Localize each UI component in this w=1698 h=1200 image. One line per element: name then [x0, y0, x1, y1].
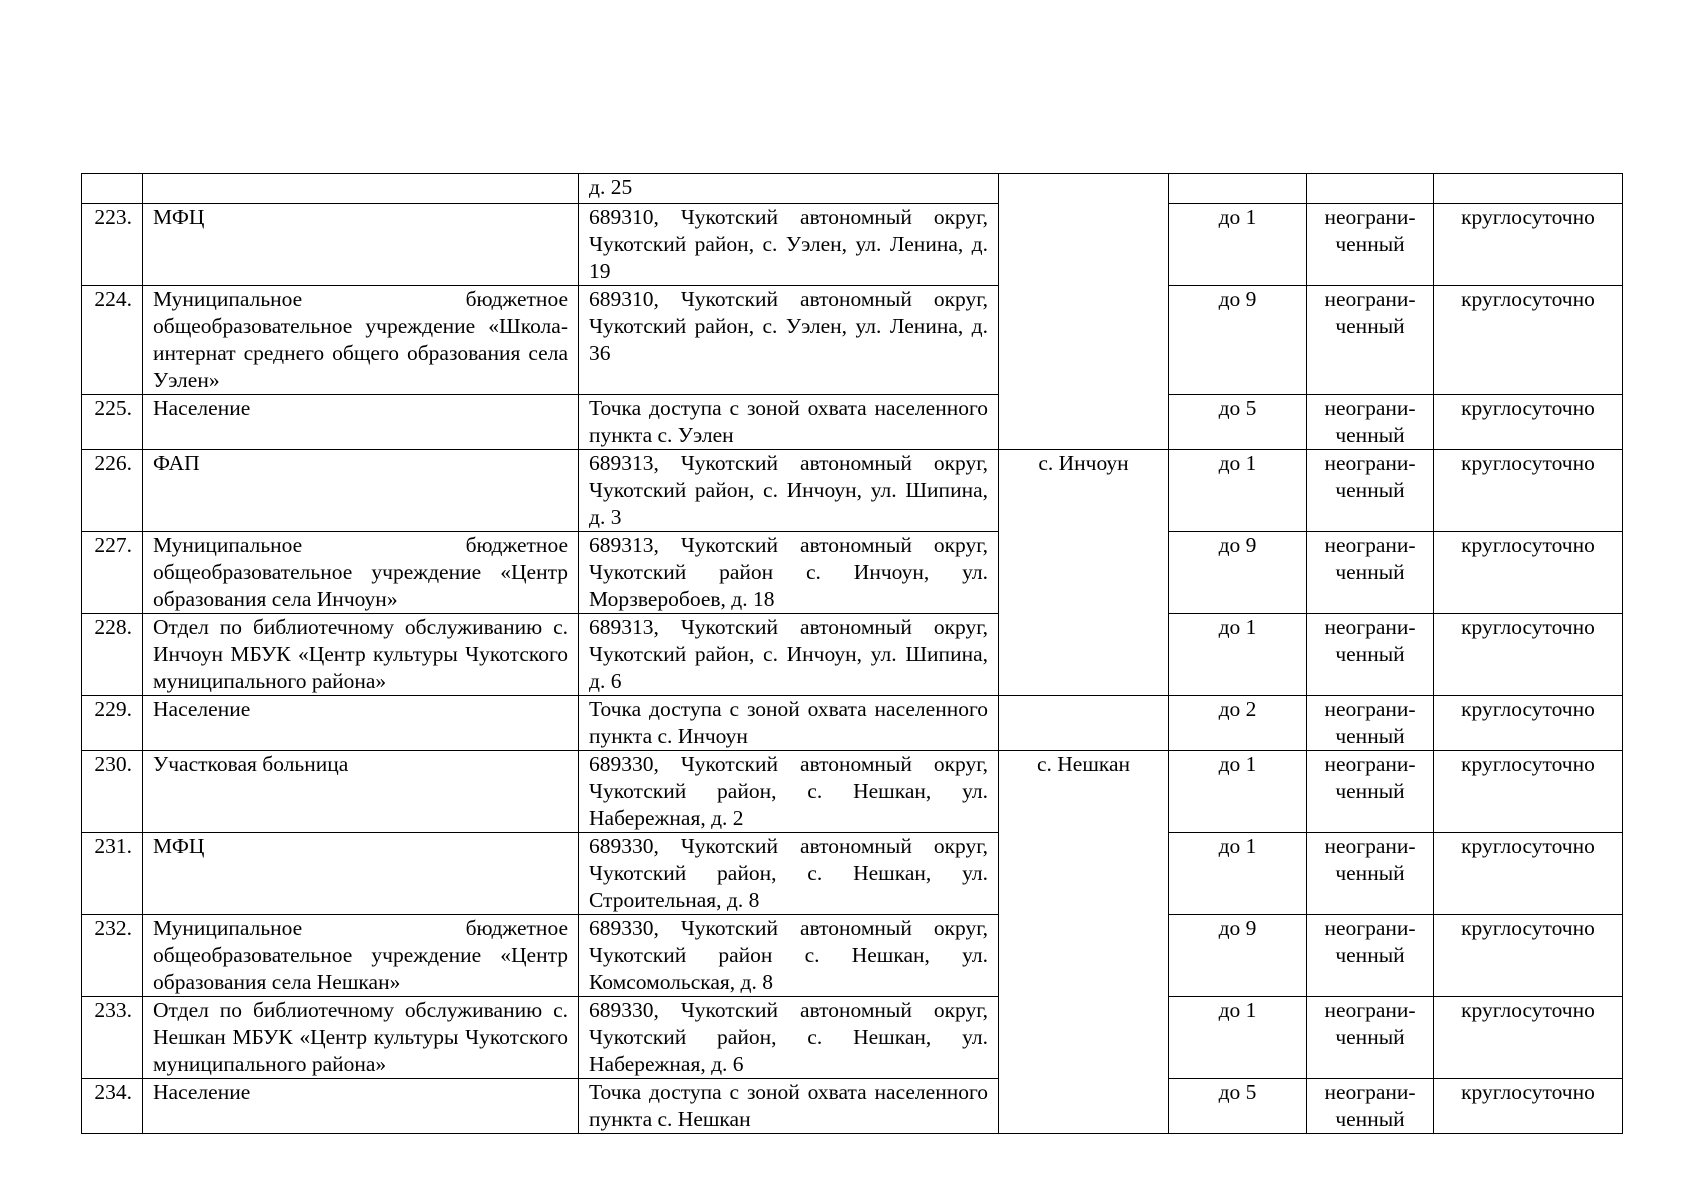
working-hours: круглосуточно [1434, 204, 1623, 286]
speed: до 9 [1169, 532, 1307, 614]
address: 689313, Чукотский автономный округ, Чукотский район с. Инчоун, ул. Морзверобоев, д. 18 [579, 532, 999, 614]
table-row [82, 450, 1623, 532]
address: 689313, Чукотский автономный округ, Чукотский район, с. Инчоун, ул. Шипина, д. 6 [579, 614, 999, 696]
speed: до 9 [1169, 915, 1307, 997]
working-hours: круглосуточно [1434, 833, 1623, 915]
speed: до 9 [1169, 286, 1307, 395]
speed: до 5 [1169, 1079, 1307, 1134]
organization-name: МФЦ [143, 833, 579, 915]
table-row [82, 997, 1623, 1079]
organization-name: Население [143, 395, 579, 450]
row-number: 225. [82, 395, 143, 450]
address: Точка доступа с зоной охвата населенного пункта с. Нешкан [579, 1079, 999, 1134]
capacity: неограни-ченный [1307, 1079, 1434, 1134]
organization-name: Отдел по библиотечному обслуживанию с. Инчоун МБУК «Центр культуры Чукотского муниципального района» [143, 614, 579, 696]
working-hours: круглосуточно [1434, 915, 1623, 997]
table-row [82, 696, 1623, 751]
row-number: 227. [82, 532, 143, 614]
address: Точка доступа с зоной охвата населенного пункта с. Инчоун [579, 696, 999, 751]
working-hours: круглосуточно [1434, 614, 1623, 696]
locality-inchoun: с. Инчоун [999, 450, 1169, 696]
capacity: неограни-ченный [1307, 997, 1434, 1079]
capacity: неограни-ченный [1307, 204, 1434, 286]
speed: до 2 [1169, 696, 1307, 751]
table-row [82, 395, 1623, 450]
row-number: 231. [82, 833, 143, 915]
address: 689313, Чукотский автономный округ, Чукотский район, с. Инчоун, ул. Шипина, д. 3 [579, 450, 999, 532]
address: 689310, Чукотский автономный округ, Чукотский район, с. Уэлен, ул. Ленина, д. 36 [579, 286, 999, 395]
address: 689330, Чукотский автономный округ, Чукотский район, с. Нешкан, ул. Строительная, д. 8 [579, 833, 999, 915]
speed: до 1 [1169, 751, 1307, 833]
speed: до 1 [1169, 450, 1307, 532]
speed: до 1 [1169, 833, 1307, 915]
table-row-continuation [82, 174, 1623, 204]
row-number: 230. [82, 751, 143, 833]
table-row [82, 204, 1623, 286]
organization-name: Участковая больница [143, 751, 579, 833]
address: Точка доступа с зоной охвата населенного пункта с. Уэлен [579, 395, 999, 450]
table-row [82, 614, 1623, 696]
row-number: 234. [82, 1079, 143, 1134]
capacity: неограни-ченный [1307, 450, 1434, 532]
capacity: неограни-ченный [1307, 286, 1434, 395]
locality-empty [999, 696, 1169, 751]
working-hours: круглосуточно [1434, 395, 1623, 450]
address: д. 25 [579, 174, 999, 204]
row-number: 233. [82, 997, 143, 1079]
organization-name: Муниципальное бюджетное общеобразовательное учреждение «Центр образования села Инчоун» [143, 532, 579, 614]
table-row [82, 833, 1623, 915]
speed: до 1 [1169, 204, 1307, 286]
organization-name: Отдел по библиотечному обслуживанию с. Нешкан МБУК «Центр культуры Чукотского муниципального района» [143, 997, 579, 1079]
working-hours: круглосуточно [1434, 997, 1623, 1079]
working-hours: круглосуточно [1434, 1079, 1623, 1134]
capacity [1307, 174, 1434, 204]
row-number: 232. [82, 915, 143, 997]
organization-name: Муниципальное бюджетное общеобразовательное учреждение «Школа-интернат среднего общего образования села Уэлен» [143, 286, 579, 395]
address: 689330, Чукотский автономный округ, Чукотский район с. Нешкан, ул. Комсомольская, д. 8 [579, 915, 999, 997]
table-row [82, 532, 1623, 614]
working-hours: круглосуточно [1434, 696, 1623, 751]
capacity: неограни-ченный [1307, 915, 1434, 997]
capacity: неограни-ченный [1307, 696, 1434, 751]
working-hours: круглосуточно [1434, 450, 1623, 532]
working-hours [1434, 174, 1623, 204]
row-number: 226. [82, 450, 143, 532]
speed: до 5 [1169, 395, 1307, 450]
working-hours: круглосуточно [1434, 751, 1623, 833]
row-number: 228. [82, 614, 143, 696]
table-row [82, 751, 1623, 833]
speed: до 1 [1169, 997, 1307, 1079]
speed: до 1 [1169, 614, 1307, 696]
organization-name [143, 174, 579, 204]
row-number: 223. [82, 204, 143, 286]
services-table [81, 173, 1623, 1134]
table-row [82, 1079, 1623, 1134]
organization-name: МФЦ [143, 204, 579, 286]
table-row [82, 286, 1623, 395]
locality-uelen [999, 174, 1169, 450]
organization-name: Население [143, 696, 579, 751]
capacity: неограни-ченный [1307, 532, 1434, 614]
working-hours: круглосуточно [1434, 286, 1623, 395]
organization-name: ФАП [143, 450, 579, 532]
capacity: неограни-ченный [1307, 833, 1434, 915]
address: 689330, Чукотский автономный округ, Чукотский район, с. Нешкан, ул. Набережная, д. 2 [579, 751, 999, 833]
row-number: 229. [82, 696, 143, 751]
capacity: неограни-ченный [1307, 751, 1434, 833]
locality-neshkan: с. Нешкан [999, 751, 1169, 1134]
organization-name: Муниципальное бюджетное общеобразовательное учреждение «Центр образования села Нешкан» [143, 915, 579, 997]
address: 689330, Чукотский автономный округ, Чукотский район, с. Нешкан, ул. Набережная, д. 6 [579, 997, 999, 1079]
speed [1169, 174, 1307, 204]
row-number: 224. [82, 286, 143, 395]
working-hours: круглосуточно [1434, 532, 1623, 614]
capacity: неограни-ченный [1307, 614, 1434, 696]
row-number [82, 174, 143, 204]
table-row [82, 915, 1623, 997]
organization-name: Население [143, 1079, 579, 1134]
capacity: неограни-ченный [1307, 395, 1434, 450]
address: 689310, Чукотский автономный округ, Чукотский район, с. Уэлен, ул. Ленина, д. 19 [579, 204, 999, 286]
